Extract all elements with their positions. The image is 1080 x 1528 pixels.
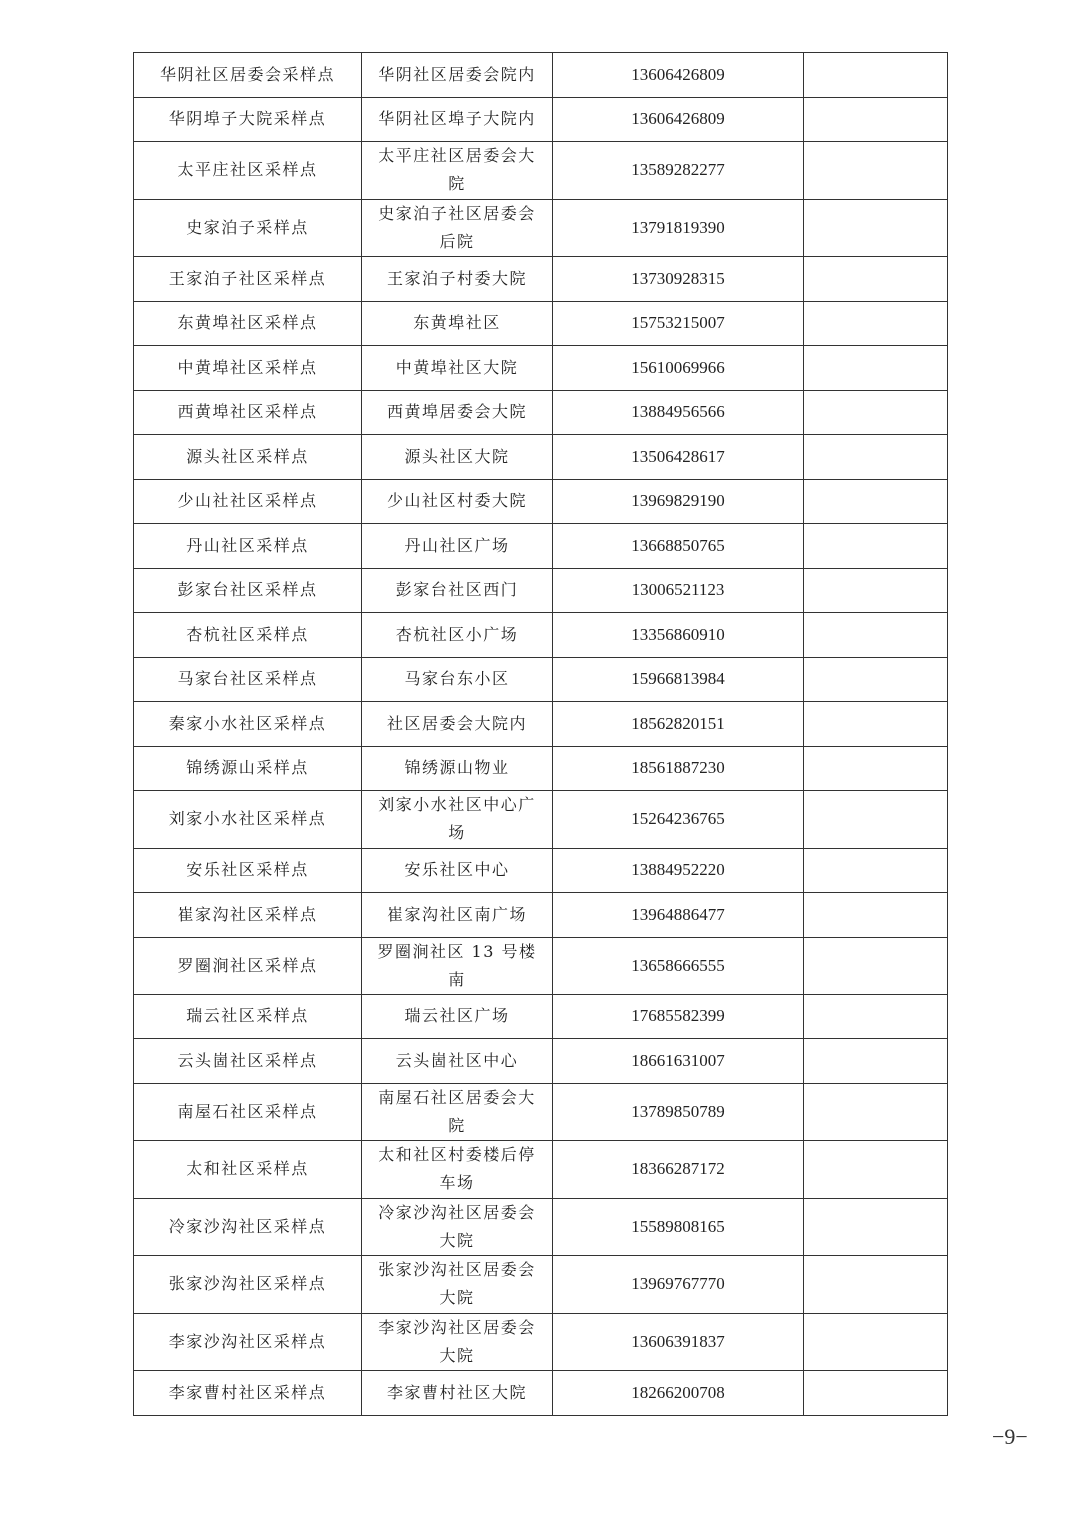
phone-cell: 15264236765 — [553, 791, 804, 849]
table-row — [134, 1039, 948, 1084]
phone-cell: 13506428617 — [553, 435, 804, 480]
site-name-cell: 华阴社区居委会采样点 — [134, 53, 362, 98]
table-row — [134, 257, 948, 302]
note-cell — [804, 994, 948, 1039]
table-row — [134, 1313, 948, 1371]
site-name-cell: 丹山社区采样点 — [134, 524, 362, 569]
site-address-cell: 李家曹村社区大院 — [362, 1371, 553, 1416]
site-address-cell: 太平庄社区居委会大院 — [362, 142, 553, 200]
note-cell — [804, 435, 948, 480]
table-row — [134, 1141, 948, 1199]
site-address-cell: 安乐社区中心 — [362, 848, 553, 893]
phone-cell: 15753215007 — [553, 301, 804, 346]
site-address-cell: 西黄埠居委会大院 — [362, 390, 553, 435]
table-row — [134, 142, 948, 200]
site-name-cell: 源头社区采样点 — [134, 435, 362, 480]
site-name-cell: 安乐社区采样点 — [134, 848, 362, 893]
table-row — [134, 746, 948, 791]
table-row — [134, 301, 948, 346]
site-name-cell: 彭家台社区采样点 — [134, 568, 362, 613]
note-cell — [804, 346, 948, 391]
site-name-cell: 杏杭社区采样点 — [134, 613, 362, 658]
note-cell — [804, 97, 948, 142]
phone-cell: 17685582399 — [553, 994, 804, 1039]
table-row — [134, 524, 948, 569]
phone-cell: 18266200708 — [553, 1371, 804, 1416]
table-row — [134, 848, 948, 893]
site-address-cell: 冷家沙沟社区居委会大院 — [362, 1198, 553, 1256]
page-number: −9− — [992, 1424, 1028, 1449]
site-name-cell: 锦绣源山采样点 — [134, 746, 362, 791]
table-row — [134, 994, 948, 1039]
phone-cell: 13884952220 — [553, 848, 804, 893]
note-cell — [804, 657, 948, 702]
note-cell — [804, 1256, 948, 1314]
phone-cell: 13006521123 — [553, 568, 804, 613]
table-row — [134, 657, 948, 702]
phone-cell: 13789850789 — [553, 1083, 804, 1141]
site-name-cell: 太平庄社区采样点 — [134, 142, 362, 200]
site-name-cell: 华阴埠子大院采样点 — [134, 97, 362, 142]
phone-cell: 13791819390 — [553, 199, 804, 257]
phone-cell: 13606426809 — [553, 53, 804, 98]
site-address-cell: 张家沙沟社区居委会大院 — [362, 1256, 553, 1314]
table-row — [134, 702, 948, 747]
note-cell — [804, 1371, 948, 1416]
note-cell — [804, 257, 948, 302]
site-name-cell: 少山社社区采样点 — [134, 479, 362, 524]
note-cell — [804, 1141, 948, 1199]
note-cell — [804, 702, 948, 747]
table-row — [134, 435, 948, 480]
site-address-cell: 锦绣源山物业 — [362, 746, 553, 791]
site-address-cell: 彭家台社区西门 — [362, 568, 553, 613]
site-address-cell: 史家泊子社区居委会后院 — [362, 199, 553, 257]
note-cell — [804, 893, 948, 938]
note-cell — [804, 1039, 948, 1084]
table-row — [134, 1198, 948, 1256]
phone-cell: 13606426809 — [553, 97, 804, 142]
table-row — [134, 893, 948, 938]
site-address-cell: 社区居委会大院内 — [362, 702, 553, 747]
site-name-cell: 罗圈涧社区采样点 — [134, 937, 362, 994]
note-cell — [804, 746, 948, 791]
site-name-cell: 李家曹村社区采样点 — [134, 1371, 362, 1416]
note-cell — [804, 1313, 948, 1371]
phone-cell: 13356860910 — [553, 613, 804, 658]
note-cell — [804, 937, 948, 994]
note-cell — [804, 568, 948, 613]
site-address-cell: 中黄埠社区大院 — [362, 346, 553, 391]
site-address-cell: 李家沙沟社区居委会大院 — [362, 1313, 553, 1371]
note-cell — [804, 613, 948, 658]
table-row — [134, 97, 948, 142]
phone-cell: 18561887230 — [553, 746, 804, 791]
note-cell — [804, 791, 948, 849]
site-name-cell: 崔家沟社区采样点 — [134, 893, 362, 938]
site-name-cell: 刘家小水社区采样点 — [134, 791, 362, 849]
phone-cell: 18661631007 — [553, 1039, 804, 1084]
table-row — [134, 479, 948, 524]
site-address-cell: 崔家沟社区南广场 — [362, 893, 553, 938]
phone-cell: 13658666555 — [553, 937, 804, 994]
table-row — [134, 937, 948, 994]
site-name-cell: 云头崮社区采样点 — [134, 1039, 362, 1084]
site-name-cell: 马家台社区采样点 — [134, 657, 362, 702]
site-name-cell: 瑞云社区采样点 — [134, 994, 362, 1039]
note-cell — [804, 848, 948, 893]
note-cell — [804, 142, 948, 200]
table-row — [134, 613, 948, 658]
site-address-cell: 云头崮社区中心 — [362, 1039, 553, 1084]
site-address-cell: 杏杭社区小广场 — [362, 613, 553, 658]
phone-cell: 15589808165 — [553, 1198, 804, 1256]
table-row — [134, 791, 948, 849]
table-row — [134, 199, 948, 257]
note-cell — [804, 524, 948, 569]
table-row — [134, 346, 948, 391]
table-row — [134, 1083, 948, 1141]
phone-cell: 13884956566 — [553, 390, 804, 435]
note-cell — [804, 479, 948, 524]
site-address-cell: 马家台东小区 — [362, 657, 553, 702]
site-name-cell: 李家沙沟社区采样点 — [134, 1313, 362, 1371]
phone-cell: 13964886477 — [553, 893, 804, 938]
phone-cell: 13969767770 — [553, 1256, 804, 1314]
table-row — [134, 568, 948, 613]
site-name-cell: 冷家沙沟社区采样点 — [134, 1198, 362, 1256]
table-body — [134, 53, 948, 1416]
site-name-cell: 南屋石社区采样点 — [134, 1083, 362, 1141]
sampling-sites-table — [133, 52, 948, 1416]
phone-cell: 13606391837 — [553, 1313, 804, 1371]
phone-cell: 15966813984 — [553, 657, 804, 702]
phone-cell: 18366287172 — [553, 1141, 804, 1199]
site-name-cell: 王家泊子社区采样点 — [134, 257, 362, 302]
site-address-cell: 少山社区村委大院 — [362, 479, 553, 524]
phone-cell: 13969829190 — [553, 479, 804, 524]
site-name-cell: 史家泊子采样点 — [134, 199, 362, 257]
note-cell — [804, 1083, 948, 1141]
site-address-cell: 瑞云社区广场 — [362, 994, 553, 1039]
note-cell — [804, 199, 948, 257]
phone-cell: 18562820151 — [553, 702, 804, 747]
table-row — [134, 390, 948, 435]
table-row — [134, 53, 948, 98]
phone-cell: 13668850765 — [553, 524, 804, 569]
note-cell — [804, 1198, 948, 1256]
site-name-cell: 秦家小水社区采样点 — [134, 702, 362, 747]
site-name-cell: 中黄埠社区采样点 — [134, 346, 362, 391]
site-address-cell: 源头社区大院 — [362, 435, 553, 480]
note-cell — [804, 301, 948, 346]
site-address-cell: 南屋石社区居委会大院 — [362, 1083, 553, 1141]
site-name-cell: 西黄埠社区采样点 — [134, 390, 362, 435]
phone-cell: 13589282277 — [553, 142, 804, 200]
note-cell — [804, 390, 948, 435]
site-address-cell: 王家泊子村委大院 — [362, 257, 553, 302]
site-name-cell: 张家沙沟社区采样点 — [134, 1256, 362, 1314]
site-address-cell: 刘家小水社区中心广场 — [362, 791, 553, 849]
table-row — [134, 1256, 948, 1314]
site-address-cell: 丹山社区广场 — [362, 524, 553, 569]
site-address-cell: 东黄埠社区 — [362, 301, 553, 346]
note-cell — [804, 53, 948, 98]
table-row — [134, 1371, 948, 1416]
site-address-cell: 太和社区村委楼后停车场 — [362, 1141, 553, 1199]
site-name-cell: 东黄埠社区采样点 — [134, 301, 362, 346]
site-address-cell: 罗圈涧社区 13 号楼南 — [362, 937, 553, 994]
site-address-cell: 华阴社区埠子大院内 — [362, 97, 553, 142]
phone-cell: 15610069966 — [553, 346, 804, 391]
site-address-cell: 华阴社区居委会院内 — [362, 53, 553, 98]
phone-cell: 13730928315 — [553, 257, 804, 302]
site-name-cell: 太和社区采样点 — [134, 1141, 362, 1199]
